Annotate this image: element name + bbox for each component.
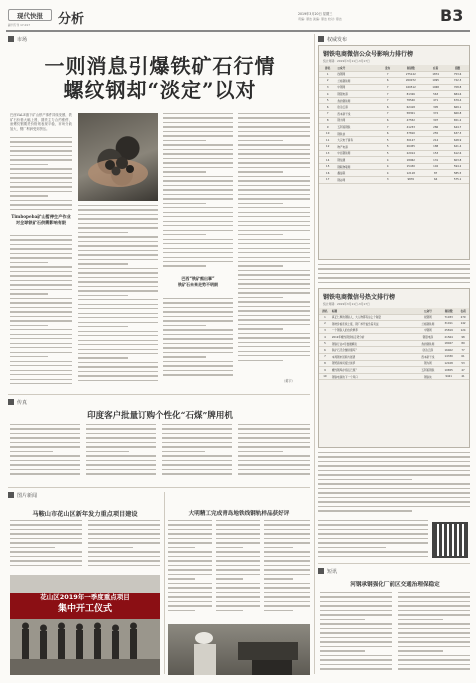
- body-text-block: [88, 520, 160, 572]
- table-cell: 15: [319, 163, 336, 170]
- table-cell: 4: [319, 91, 336, 98]
- masthead: [0, 0, 476, 32]
- body-text-block: [10, 137, 72, 211]
- table-row: [319, 97, 469, 104]
- body-text-block: [162, 424, 232, 482]
- column-divider: [164, 492, 165, 674]
- table-cell: 47: [457, 367, 469, 374]
- table-row: [319, 130, 469, 137]
- table-cell: 6: [379, 117, 396, 124]
- table-cell: 644.7: [446, 124, 469, 131]
- table-cell: 真正仁厚的钢铁人，大人物都有这么个秘密: [331, 314, 416, 321]
- rank2-table: [319, 308, 469, 380]
- table-cell: 西本新干线: [336, 111, 379, 118]
- page-number: B3: [440, 6, 464, 25]
- iron-ore-photo: [78, 113, 158, 201]
- table-cell: 西本新干线: [415, 354, 440, 361]
- table-cell: 53: [457, 360, 469, 367]
- table-cell: 钢铁电商的下一个风口: [331, 373, 416, 380]
- table-cell: 5: [379, 137, 396, 144]
- market-sidebar-title: Timbopeba矿山暂停生产作业对全球铁矿石供需影响有限: [11, 214, 71, 225]
- table-cell: 58301: [396, 111, 425, 118]
- body-text-block: [318, 452, 470, 518]
- table-cell: 307: [425, 117, 446, 124]
- table-header-cell: 指数: [446, 65, 469, 71]
- table-cell: 我的钢铁网: [415, 340, 440, 347]
- table-row: [319, 163, 469, 170]
- rank1-table: [319, 65, 469, 184]
- table-cell: 6: [379, 78, 396, 85]
- table-cell: 18962: [396, 157, 425, 164]
- table-cell: 153: [425, 150, 446, 157]
- section-marker-icon: [8, 492, 14, 498]
- date-line: 2019年3月20日 星期三: [298, 12, 333, 16]
- table-row: [319, 144, 469, 151]
- section-tag-label: 短讯: [327, 568, 338, 575]
- factory-worker-photo: [168, 624, 310, 675]
- table-cell: 6: [379, 130, 396, 137]
- table-row: [319, 84, 469, 91]
- table-cell: 11: [319, 137, 336, 144]
- table-row: [319, 327, 469, 334]
- rank2-title: 钢铁电商微信号热文排行榜: [323, 294, 396, 301]
- table-cell: 26455: [396, 144, 425, 151]
- table-cell: 大汉电子商务: [336, 137, 379, 144]
- groundbreaking-ceremony-photo: [10, 575, 160, 675]
- body-text-block: [10, 235, 72, 385]
- table-cell: 5: [379, 150, 396, 157]
- table-cell: 15430: [396, 163, 425, 170]
- table-header-cell: 在看: [425, 65, 446, 71]
- table-header-cell: 公众号: [336, 65, 379, 71]
- section-tag-label: 图片新闻: [17, 492, 38, 499]
- table-header-cell: 阅读数: [440, 308, 457, 314]
- table-cell: 4: [379, 170, 396, 177]
- table-cell: 6: [319, 104, 336, 111]
- table-cell: 16402: [440, 347, 457, 354]
- table-cell: 7: [379, 71, 396, 78]
- section-tag-label: 权威发布: [327, 36, 348, 43]
- column-divider: [314, 34, 315, 674]
- ceremony-banner: [10, 592, 160, 619]
- table-cell: 7: [319, 354, 331, 361]
- table-cell: 585.5: [446, 170, 469, 177]
- headline-line-1: 一则消息引爆铁矿石行情: [44, 54, 276, 78]
- body-text-block: [168, 520, 212, 620]
- table-cell: 2: [319, 321, 331, 328]
- table-cell: 钢贸商如何度过淡季: [331, 360, 416, 367]
- table-cell: 1: [319, 314, 331, 321]
- section-rule: [318, 563, 470, 564]
- table-cell: 142: [457, 321, 469, 328]
- table-row: [319, 321, 469, 328]
- market-lede: 巴西VALE旗下矿山停产事件持续发酵，铁矿石价格大幅上涨，期货主力合约涨停，而螺纹钢期货价格则表现平稳，市场分歧加大，钢厂利润受到挤压。: [10, 113, 72, 131]
- table-cell: 10: [319, 373, 331, 380]
- table-cell: 1068: [425, 84, 446, 91]
- paper-logo: [8, 9, 52, 21]
- table-cell: 47552: [396, 117, 425, 124]
- table-cell: 30127: [396, 137, 425, 144]
- table-row: [319, 111, 469, 118]
- table-cell: 255: [425, 130, 446, 137]
- table-cell: 660.8: [446, 111, 469, 118]
- table-cell: 102: [425, 163, 446, 170]
- table-cell: 275122: [396, 71, 425, 78]
- body-text-block: [10, 520, 82, 572]
- table-cell: 找钢网: [336, 71, 379, 78]
- section-tag-label: 市场: [17, 36, 28, 43]
- table-cell: 7: [379, 124, 396, 131]
- table-cell: 7: [319, 111, 336, 118]
- table-cell: 10655: [440, 367, 457, 374]
- table-cell: 14: [319, 157, 336, 164]
- ceremony-crowd-illustration: [10, 619, 160, 675]
- table-row: [319, 78, 469, 85]
- table-cell: 594.2: [446, 163, 469, 170]
- table-cell: 637.3: [446, 130, 469, 137]
- table-cell: 5: [379, 144, 396, 151]
- table-cell: 兰格钢铁网: [415, 321, 440, 328]
- table-cell: 钢铁侠: [415, 373, 440, 380]
- news3-title: 大明精工完成青岛地铁线钢轨样品获好评: [188, 511, 290, 517]
- table-header-cell: 阅读数: [396, 65, 425, 71]
- table-cell: 31011: [440, 321, 457, 328]
- table-cell: 我的钢铁网: [336, 97, 379, 104]
- table-cell: 13: [319, 150, 336, 157]
- table-cell: 9: [319, 124, 336, 131]
- table-cell: 188: [425, 144, 446, 151]
- table-cell: 7: [379, 91, 396, 98]
- news1-title: 印度客户批量订购个性化“石煤”牌用机: [87, 411, 233, 421]
- table-cell: 563: [425, 91, 446, 98]
- table-cell: 五阿哥钢铁: [415, 367, 440, 374]
- table-header-cell: 发布: [379, 65, 396, 71]
- table-cell: 71933: [440, 314, 457, 321]
- hands-holding-ore-illustration: [78, 113, 158, 201]
- table-cell: 中拓钢铁网: [336, 150, 379, 157]
- section-rule: [8, 394, 310, 395]
- table-cell: 200072: [396, 78, 425, 85]
- body-text-block: [238, 113, 310, 375]
- table-cell: 708.8: [446, 84, 469, 91]
- section-marker-icon: [8, 399, 14, 405]
- table-cell: 3: [319, 327, 331, 334]
- table-row: [319, 104, 469, 111]
- body-text-block: [216, 520, 260, 620]
- table-cell: 684.6: [446, 91, 469, 98]
- table-cell: 753.6: [446, 71, 469, 78]
- rank2-period: 统计周期：2019年3月11日-3月17日: [323, 302, 370, 306]
- table-cell: 612.6: [446, 150, 469, 157]
- section-marker-icon: [318, 36, 324, 42]
- table-row: [319, 360, 469, 367]
- section-name: 分析: [58, 12, 85, 27]
- table-row: [319, 150, 469, 157]
- table-cell: 钢信通: [336, 157, 379, 164]
- table-cell: 286: [425, 124, 446, 131]
- table-cell: 9: [319, 367, 331, 374]
- table-cell: 中钢网: [415, 327, 440, 334]
- masthead-subline: 副刊专刊 17-017: [8, 23, 30, 27]
- table-row: [319, 314, 469, 321]
- table-cell: 61: [457, 354, 469, 361]
- table-cell: 一个钢铁人的自我修养: [331, 327, 416, 334]
- table-cell: 25819: [440, 327, 457, 334]
- table-header-cell: 标题: [331, 308, 416, 314]
- table-cell: 找钢网: [415, 314, 440, 321]
- table-cell: 钢银电商: [415, 334, 440, 341]
- section-marker-icon: [318, 568, 324, 574]
- table-cell: 铁矿石还会继续涨吗？: [331, 347, 416, 354]
- table-cell: 欧冶云商: [415, 347, 440, 354]
- table-cell: 钢谷网: [336, 177, 379, 184]
- table-cell: 21564: [440, 334, 457, 341]
- table-cell: 钢材价格连续上涨，钢厂却开始急着卖货: [331, 321, 416, 328]
- table-cell: 651.2: [446, 117, 469, 124]
- table-cell: 12108: [440, 360, 457, 367]
- photo-caption-line-2: 铁矿石未来走势不明朗: [178, 282, 218, 287]
- table-row: [319, 177, 469, 184]
- table-cell: 214: [425, 137, 446, 144]
- table-cell: 372: [425, 111, 446, 118]
- table-row: [319, 157, 469, 164]
- body-text-block: [86, 424, 156, 482]
- table-header-cell: 公众号: [415, 308, 440, 314]
- table-row: [319, 354, 469, 361]
- table-cell: 钢联物联网: [336, 163, 379, 170]
- masthead-rule: [6, 30, 470, 32]
- table-cell: 279: [457, 314, 469, 321]
- table-cell: 本周钢市回顾与展望: [331, 354, 416, 361]
- table-row: [319, 71, 469, 78]
- table-cell: 62418: [396, 104, 425, 111]
- table-cell: 14330: [440, 354, 457, 361]
- news2-title: 马鞍山市花山区新年发力重点项目建设: [32, 511, 138, 518]
- section-tag-fax: [8, 397, 308, 407]
- worker-illustration: [168, 624, 310, 675]
- table-cell: 5: [319, 340, 331, 347]
- table-row: [319, 334, 469, 341]
- table-row: [319, 367, 469, 374]
- table-cell: 679.4: [446, 97, 469, 104]
- table-cell: 钢铁行业2月数据解读: [331, 340, 416, 347]
- body-text-block: [318, 264, 470, 286]
- table-cell: 18027: [440, 340, 457, 347]
- table-header-cell: 排名: [319, 65, 336, 71]
- table-cell: 98: [457, 334, 469, 341]
- section-tag-briefs: [318, 566, 468, 576]
- table-row: [319, 347, 469, 354]
- body-text-block: [318, 520, 428, 560]
- body-text-block: [78, 205, 158, 385]
- table-cell: 41: [457, 373, 469, 380]
- table-cell: 5: [319, 97, 336, 104]
- rank2-panel: [318, 288, 470, 448]
- table-row: [319, 124, 469, 131]
- table-cell: 22014: [396, 150, 425, 157]
- editor-line: 责编: 谭洁 美编: 谭洁 校对: 谭洁: [298, 17, 342, 21]
- table-cell: 物产电商: [336, 144, 379, 151]
- table-row: [319, 170, 469, 177]
- table-cell: 1874: [425, 71, 446, 78]
- table-cell: 6: [379, 104, 396, 111]
- table-cell: 7: [379, 111, 396, 118]
- table-cell: 7: [379, 97, 396, 104]
- banner-line-2: 集中开工仪式: [57, 604, 112, 614]
- section-tag-label: 传真: [17, 399, 28, 406]
- table-cell: 钢为网: [336, 117, 379, 124]
- section-tag-photo-news: [8, 490, 158, 500]
- table-cell: 9421: [440, 373, 457, 380]
- banner-line-1: 花山区2019年一季度重点项目: [40, 593, 130, 601]
- table-cell: 钢为网: [415, 360, 440, 367]
- rank1-period: 统计周期：2019年3月11日-3月17日: [323, 59, 370, 63]
- table-cell: 41233: [396, 124, 425, 131]
- table-cell: 中钢网: [336, 84, 379, 91]
- table-cell: 87: [425, 170, 446, 177]
- table-cell: 4: [379, 163, 396, 170]
- table-cell: 10: [319, 130, 336, 137]
- qr-code: [432, 522, 468, 558]
- table-cell: 2019年螺纹钢价格走势分析: [331, 334, 416, 341]
- table-cell: 钢铁侠: [336, 130, 379, 137]
- body-text-block: [398, 592, 470, 676]
- table-cell: 628.9: [446, 137, 469, 144]
- table-cell: 16: [319, 170, 336, 177]
- table-cell: 8: [319, 360, 331, 367]
- table-cell: 6: [319, 347, 331, 354]
- table-cell: 兰格钢铁网: [336, 78, 379, 85]
- body-text-block: [163, 113, 233, 273]
- table-row: [319, 373, 469, 380]
- table-cell: 722.3: [446, 78, 469, 85]
- table-row: [319, 117, 469, 124]
- table-cell: 12: [319, 144, 336, 151]
- table-cell: 64: [425, 177, 446, 184]
- table-row: [319, 91, 469, 98]
- section-tag-market: [8, 34, 308, 44]
- body-text-block: [10, 424, 80, 482]
- table-cell: 471: [425, 97, 446, 104]
- table-cell: 78540: [396, 97, 425, 104]
- table-cell: 81326: [396, 91, 425, 98]
- photo-caption-box: [163, 276, 233, 296]
- table-row: [319, 137, 469, 144]
- news4-title: 河钢承钢强化厂前区交通治理保稳定: [350, 582, 440, 588]
- table-cell: 89: [457, 340, 469, 347]
- table-header-cell: 排名: [319, 308, 331, 314]
- table-cell: 欧冶云商: [336, 104, 379, 111]
- body-text-block: [264, 520, 310, 620]
- paper-name: 现代快报: [17, 11, 43, 20]
- table-cell: 131: [425, 157, 446, 164]
- table-cell: 9876: [396, 177, 425, 184]
- table-cell: 鑫益联: [336, 170, 379, 177]
- body-text-block: [320, 592, 392, 676]
- photo-caption-line-1: 巴西“铁矿熊出事”: [181, 276, 215, 281]
- table-cell: 螺纹钢库存拐点已现？: [331, 367, 416, 374]
- market-byline: （姜宇）: [282, 379, 295, 383]
- table-cell: 160512: [396, 84, 425, 91]
- table-cell: 603.8: [446, 157, 469, 164]
- table-cell: 7: [379, 84, 396, 91]
- section-tag-authority: [318, 34, 468, 44]
- table-cell: 12118: [396, 170, 425, 177]
- table-cell: 4: [319, 334, 331, 341]
- table-cell: 2: [319, 78, 336, 85]
- table-cell: 1095: [425, 78, 446, 85]
- section-marker-icon: [8, 36, 14, 42]
- table-cell: 17: [319, 177, 336, 184]
- table-cell: 669.1: [446, 104, 469, 111]
- table-cell: 1: [319, 71, 336, 78]
- table-cell: 124: [457, 327, 469, 334]
- table-cell: 3: [319, 84, 336, 91]
- market-headline: [10, 54, 310, 102]
- table-cell: 3: [379, 177, 396, 184]
- table-cell: 钢银电商: [336, 91, 379, 98]
- section-rule: [8, 487, 310, 488]
- headline-line-2: 螺纹钢却“淡定”以对: [63, 78, 257, 102]
- body-text-block: [238, 424, 310, 482]
- table-cell: 575.1: [446, 177, 469, 184]
- table-cell: 五阿哥钢铁: [336, 124, 379, 131]
- body-text-block: [163, 298, 233, 384]
- table-header-cell: 在看: [457, 308, 469, 314]
- table-row: [319, 340, 469, 347]
- rank1-title: 钢铁电商微信公众号影响力排行榜: [323, 51, 414, 58]
- table-cell: 8: [319, 117, 336, 124]
- table-cell: 77: [457, 347, 469, 354]
- market-column-1: [10, 113, 72, 211]
- table-cell: 621.4: [446, 144, 469, 151]
- rank1-panel: [318, 45, 470, 260]
- table-cell: 395: [425, 104, 446, 111]
- table-cell: 37810: [396, 130, 425, 137]
- table-cell: 4: [379, 157, 396, 164]
